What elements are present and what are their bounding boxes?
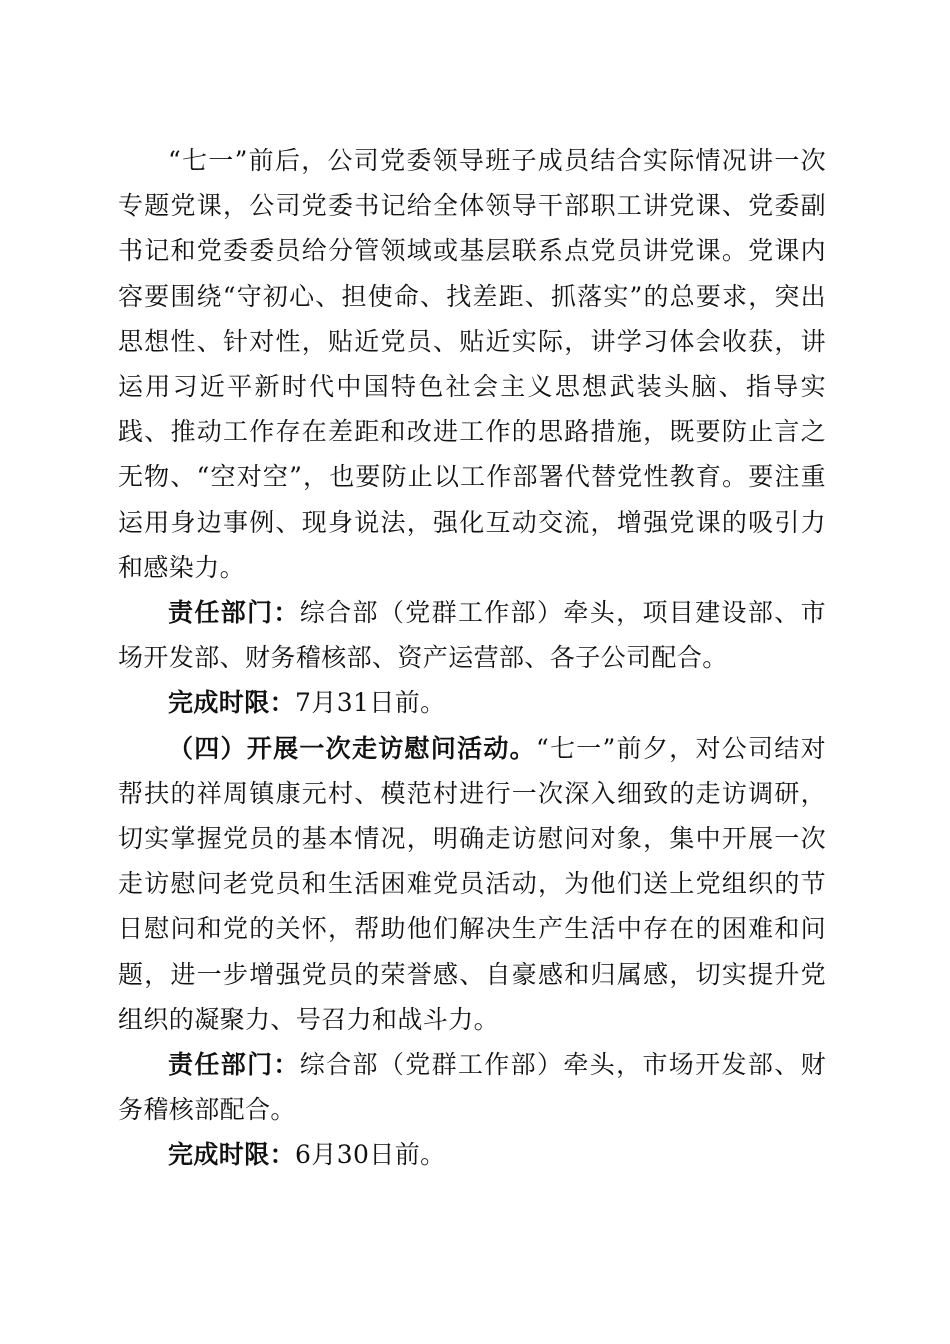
paragraph-responsible-dept-1 (118, 590, 826, 680)
paragraph-deadline-1 (118, 680, 826, 725)
section-heading: （四）开展一次走访慰问活动。 (168, 733, 536, 763)
paragraph-label: 完成时限： (168, 688, 296, 718)
document-body (118, 138, 826, 1178)
paragraph-text: “七一”前后，公司党委领导班子成员结合实际情况讲一次专题党课，公司党委书记给全体领导干部职工讲党课、党委副书记和党委委员给分管领域或基层联系点党员讲党课。党课内容要围绕“守初心、担使命、找差距、抓落实”的总要求，突出思想性、针对性，贴近党员、贴近实际，讲学习体会收获，讲运用习近平新时代中国特色社会主义思想武装头脑、指导实践、推动工作存在差距和改进工作的思路措施，既要防止言之无物、“空对空”，也要防止以工作部署代替党性教育。要注重运用身边事例、现身说法，强化互动交流，增强党课的吸引力和感染力。 (118, 146, 826, 582)
paragraph-text: “七一”前夕，对公司结对帮扶的祥周镇康元村、模范村进行一次深入细致的走访调研，切实掌握党员的基本情况，明确走访慰问对象，集中开展一次走访慰问老党员和生活困难党员活动，为他们送上党组织的节日慰问和党的关怀，帮助他们解决生产生活中存在的困难和问题，进一步增强党员的荣誉感、自豪感和归属感，切实提升党组织的凝聚力、号召力和战斗力。 (118, 733, 826, 1034)
paragraph-deadline-2 (118, 1132, 826, 1177)
paragraph-visit-activity (118, 726, 826, 1042)
paragraph-label: 责任部门： (168, 1050, 300, 1080)
paragraph-party-lecture (118, 138, 826, 590)
paragraph-responsible-dept-2 (118, 1042, 826, 1132)
paragraph-label: 完成时限： (168, 1140, 296, 1170)
paragraph-text: 7月31日前。 (295, 688, 446, 718)
paragraph-text: 综合部（党群工作部）牵头，项目建设部、市场开发部、财务稽核部、资产运营部、各子公司配合。 (118, 598, 826, 673)
paragraph-label: 责任部门： (168, 598, 300, 628)
paragraph-text: 综合部（党群工作部）牵头，市场开发部、财务稽核部配合。 (118, 1050, 826, 1125)
paragraph-text: 6月30日前。 (295, 1140, 446, 1170)
